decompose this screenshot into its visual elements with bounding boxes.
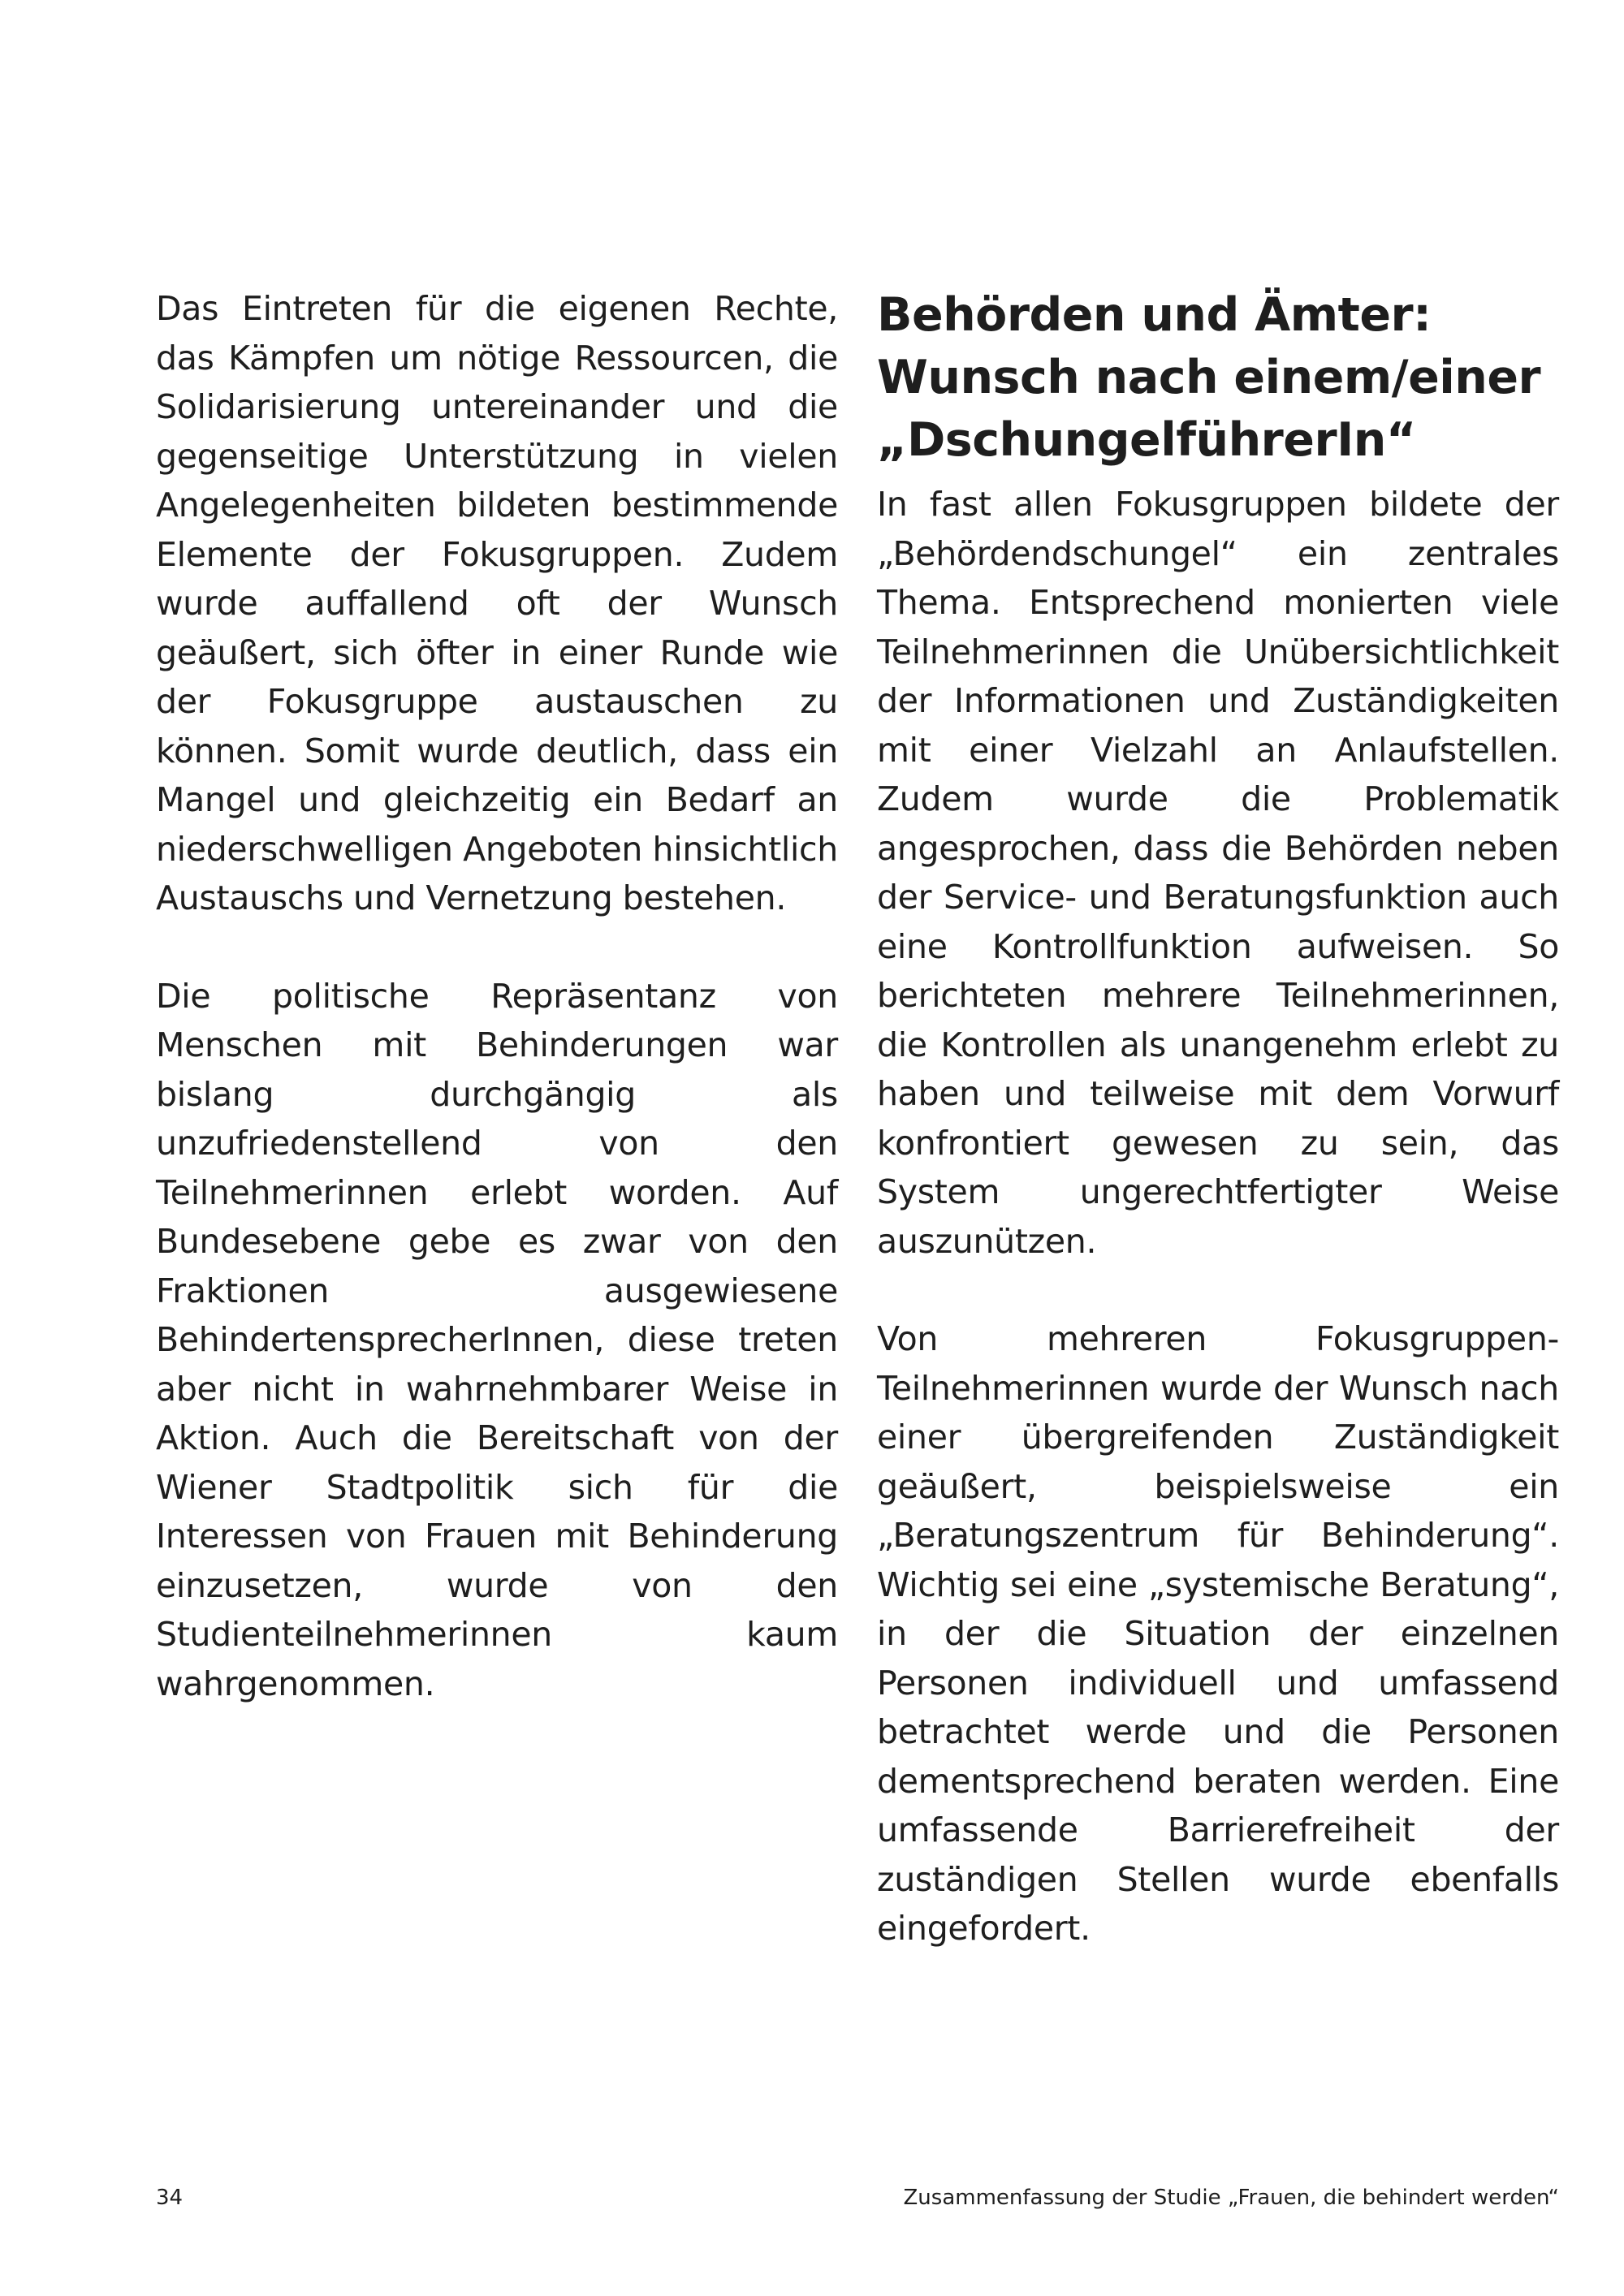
footer-title: Zusammenfassung der Studie „Frauen, die behindert werden“	[903, 2186, 1559, 2210]
left-column	[156, 284, 838, 1708]
page-number: 34	[156, 2186, 184, 2210]
body-paragraph: In fast allen Fokusgruppen bildete der „Behördendschungel“ ein zentrales Thema. Entsprechend monierten viele Teilnehmerinnen die Unübersichtlichkeit der Informationen und Zuständigkeiten mit einer Vielzahl an Anlaufstellen. Zudem wurde die Problematik angesprochen, dass die Behörden neben der Service- und Beratungsfunktion auch eine Kontrollfunktion aufweisen. So berichteten mehrere Teilnehmerinnen, die Kontrollen als unangenehm erlebt zu haben und teilweise mit dem Vorwurf konfrontiert gewesen zu sein, das System ungerechtfertigter Weise auszunützen.	[877, 485, 1559, 1261]
section-heading: Behörden und Ämter: Wunsch nach einem/einer „DschungelführerIn“	[877, 288, 1541, 467]
right-column	[877, 284, 1559, 1953]
body-paragraph: Das Eintreten für die eigenen Rechte, das Kämpfen um nötige Ressourcen, die Solidarisierung untereinander und die gegenseitige Unterstützung in vielen Angelegenheiten bildeten bestimmende Elemente der Fokusgruppen. Zudem wurde auffallend oft der Wunsch geäußert, sich öfter in einer Runde wie der Fokusgruppe austauschen zu können. Somit wurde deutlich, dass ein Mangel und gleichzeitig ein Bedarf an niederschwelligen Angeboten hinsichtlich Austauschs und Vernetzung bestehen.	[156, 289, 838, 917]
body-paragraph: Die politische Repräsentanz von Menschen mit Behinderungen war bislang durchgängig als unzufriedenstellend von den Teilnehmerinnen erlebt worden. Auf Bundesebene gebe es zwar von den Fraktionen ausgewiesene BehindertensprecherInnen, diese treten aber nicht in wahrnehmbarer Weise in Aktion. Auch die Bereitschaft von der Wiener Stadtpolitik sich für die Interessen von Frauen mit Behinderung einzusetzen, wurde von den Studienteilnehmerinnen kaum wahrgenommen.	[156, 976, 838, 1703]
body-paragraph: Von mehreren Fokusgruppen-Teilnehmerinnen wurde der Wunsch nach einer übergreifenden Zuständigkeit geäußert, beispielsweise ein „Beratungszentrum für Behinderung“. Wichtig sei eine „systemische Beratung“, in der die Situation der einzelnen Personen individuell und umfassend betrachtet werde und die Personen dementsprechend beraten werden. Eine umfassende Barrierefreiheit der zuständigen Stellen wurde ebenfalls eingefordert.	[877, 1319, 1559, 1948]
